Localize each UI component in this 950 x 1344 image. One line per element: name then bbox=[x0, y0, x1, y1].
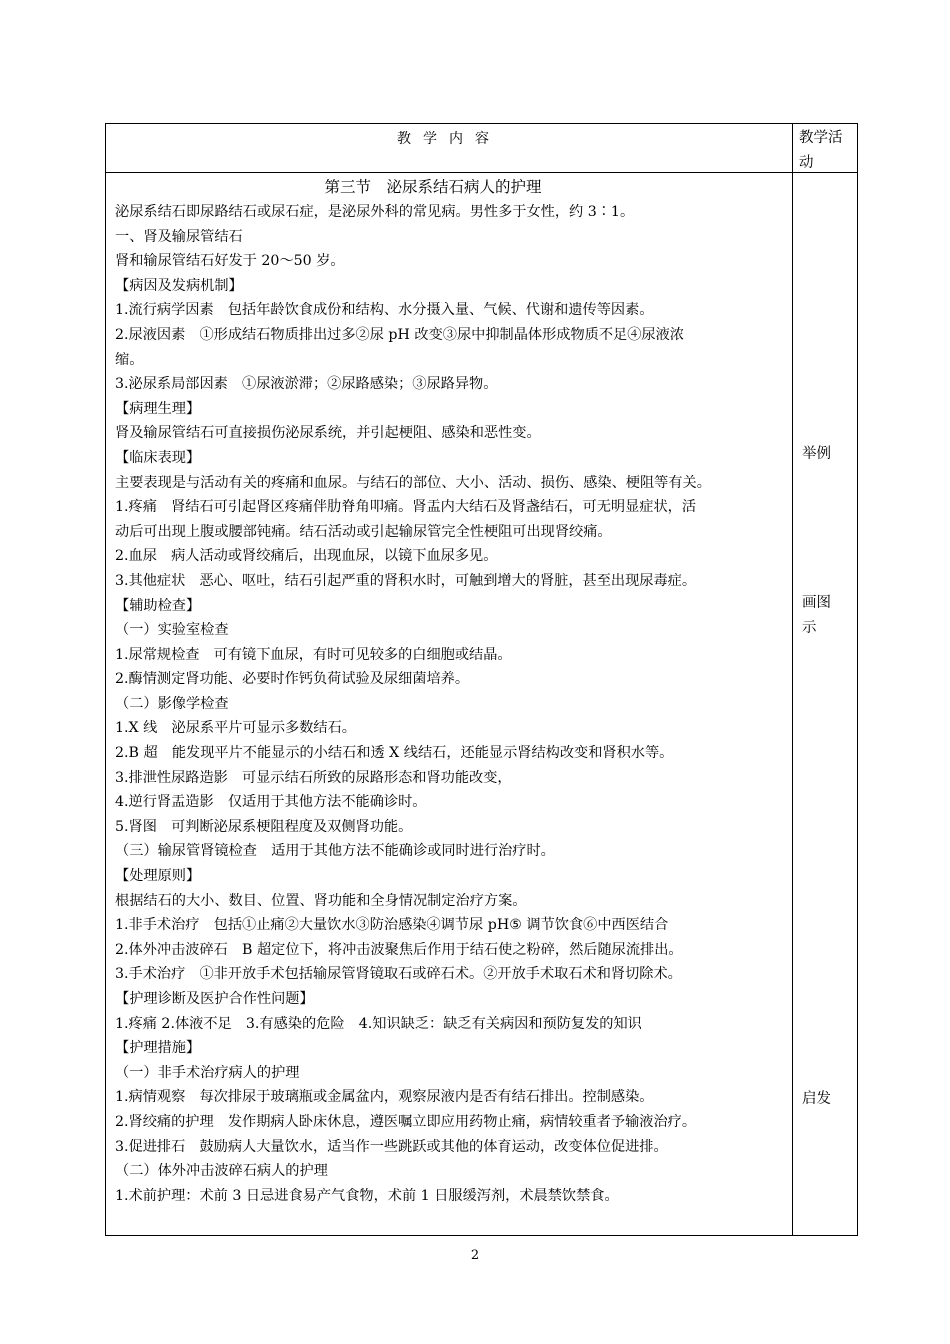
content-line: 【护理诊断及医护合作性问题】 bbox=[115, 991, 314, 1007]
content-line: 【处理原则】 bbox=[115, 868, 201, 885]
header-teaching-activity: 教学活动 bbox=[799, 130, 843, 171]
content-line: 缩。 bbox=[115, 351, 144, 368]
content-line: 2.尿液因素 ①形成结石物质排出过多②尿 pH 改变③尿中抑制晶体形成物质不足④尿液浓 bbox=[115, 326, 684, 343]
content-line: 【辅助检查】 bbox=[115, 597, 201, 614]
teaching-content bbox=[115, 175, 791, 1208]
content-line: 肾和输尿管结石好发于 20～50 岁。 bbox=[115, 253, 345, 270]
content-line: 主要表现是与活动有关的疼痛和血尿。与结石的部位、大小、活动、损伤、感染、梗阻等有关。 bbox=[115, 474, 711, 491]
activity-draw-line2: 示 bbox=[802, 620, 817, 636]
content-line: （一）实验室检查 bbox=[115, 622, 229, 639]
content-line: 根据结石的大小、数目、位置、肾功能和全身情况制定治疗方案。 bbox=[115, 892, 527, 909]
content-line: 1.病情观察 每次排尿于玻璃瓶或金属盆内，观察尿液内是否有结石排出。控制感染。 bbox=[115, 1089, 654, 1106]
content-line: 2.B 超 能发现平片不能显示的小结石和透 X 线结石，还能显示肾结构改变和肾积水等。 bbox=[115, 745, 674, 762]
content-line: 一、肾及输尿管结石 bbox=[115, 228, 243, 245]
content-lines bbox=[115, 200, 791, 1208]
header-teaching-content: 教学内容 bbox=[397, 131, 501, 147]
content-line: 3.泌尿系局部因素 ①尿液淤滞；②尿路感染；③尿路异物。 bbox=[115, 376, 498, 393]
content-line: 肾及输尿管结石可直接损伤泌尿系统，并引起梗阻、感染和恶性变。 bbox=[115, 425, 541, 442]
content-line: 3.其他症状 恶心、呕吐，结石引起严重的肾积水时，可触到增大的肾脏，甚至出现尿毒症。 bbox=[115, 572, 697, 589]
content-line: 【病因及发病机制】 bbox=[115, 277, 243, 294]
section-title: 第三节 泌尿系结石病人的护理 bbox=[324, 178, 542, 196]
content-line: 2.酶情测定肾功能、必要时作钙负荷试验及尿细菌培养。 bbox=[115, 671, 470, 688]
content-line: 3.促进排石 鼓励病人大量饮水，适当作一些跳跃或其他的体育运动，改变体位促进排。 bbox=[115, 1138, 668, 1155]
content-line: 动后可出现上腹或腰部钝痛。结石活动或引起输尿管完全性梗阻可出现肾绞痛。 bbox=[115, 523, 612, 540]
content-line: （二）体外冲击波碎石病人的护理 bbox=[115, 1163, 328, 1180]
content-line: （二）影像学检查 bbox=[115, 695, 229, 712]
content-line: 5.肾图 可判断泌尿系梗阻程度及双侧肾功能。 bbox=[115, 818, 413, 835]
lesson-table bbox=[105, 123, 858, 1236]
content-line: 【临床表现】 bbox=[115, 449, 201, 466]
content-line: （一）非手术治疗病人的护理 bbox=[115, 1064, 300, 1081]
content-line: 【病理生理】 bbox=[115, 400, 201, 417]
content-line: 1.疼痛 2.体液不足 3.有感染的危险 4.知识缺乏：缺乏有关病因和预防复发的知识 bbox=[115, 1015, 642, 1032]
content-line: 2.血尿 病人活动或肾绞痛后，出现血尿，以镜下血尿多见。 bbox=[115, 548, 498, 565]
column-divider bbox=[792, 124, 793, 1235]
activity-inspire: 启发 bbox=[802, 1091, 831, 1107]
content-line: 1.术前护理：术前 3 日忌进食易产气食物，术前 1 日服缓泻剂，术晨禁饮禁食。 bbox=[115, 1187, 619, 1204]
content-line: 1.流行病学因素 包括年龄饮食成份和结构、水分摄入量、气候、代谢和遗传等因素。 bbox=[115, 302, 654, 319]
page-number: 2 bbox=[470, 1248, 480, 1263]
content-line: 1.X 线 泌尿系平片可显示多数结石。 bbox=[115, 720, 356, 737]
content-line: （三）输尿管肾镜检查 适用于其他方法不能确诊或同时进行治疗时。 bbox=[115, 843, 555, 860]
content-line: 1.尿常规检查 可有镜下血尿，有时可见较多的白细胞或结晶。 bbox=[115, 646, 512, 663]
header-divider bbox=[106, 172, 857, 173]
content-line: 1.疼痛 肾结石可引起肾区疼痛伴肋脊角叩痛。肾盂内大结石及肾盏结石，可无明显症状，活 bbox=[115, 499, 697, 516]
content-line: 1.非手术治疗 包括①止痛②大量饮水③防治感染④调节尿 pH⑤ 调节饮食⑥中西医结合 bbox=[115, 917, 669, 934]
content-line: 3.排泄性尿路造影 可显示结石所致的尿路形态和肾功能改变， bbox=[115, 769, 512, 786]
content-line: 2.体外冲击波碎石 B 超定位下，将冲击波聚焦后作用于结石使之粉碎，然后随尿流排出。 bbox=[115, 941, 683, 958]
content-line: 泌尿系结石即尿路结石或尿石症，是泌尿外科的常见病。男性多于女性，约 3∶1。 bbox=[115, 204, 635, 220]
activity-draw-line1: 画图 bbox=[802, 595, 831, 611]
content-line: 2.肾绞痛的护理 发作期病人卧床休息，遵医嘱立即应用药物止痛，病情较重者予输液治疗。 bbox=[115, 1113, 697, 1130]
content-line: 3.手术治疗 ①非开放手术包括输尿管肾镜取石或碎石术。②开放手术取石术和肾切除术。 bbox=[115, 966, 682, 983]
content-line: 【护理措施】 bbox=[115, 1040, 201, 1057]
activity-example: 举例 bbox=[802, 446, 831, 462]
content-line: 4.逆行肾盂造影 仅适用于其他方法不能确诊时。 bbox=[115, 794, 427, 811]
